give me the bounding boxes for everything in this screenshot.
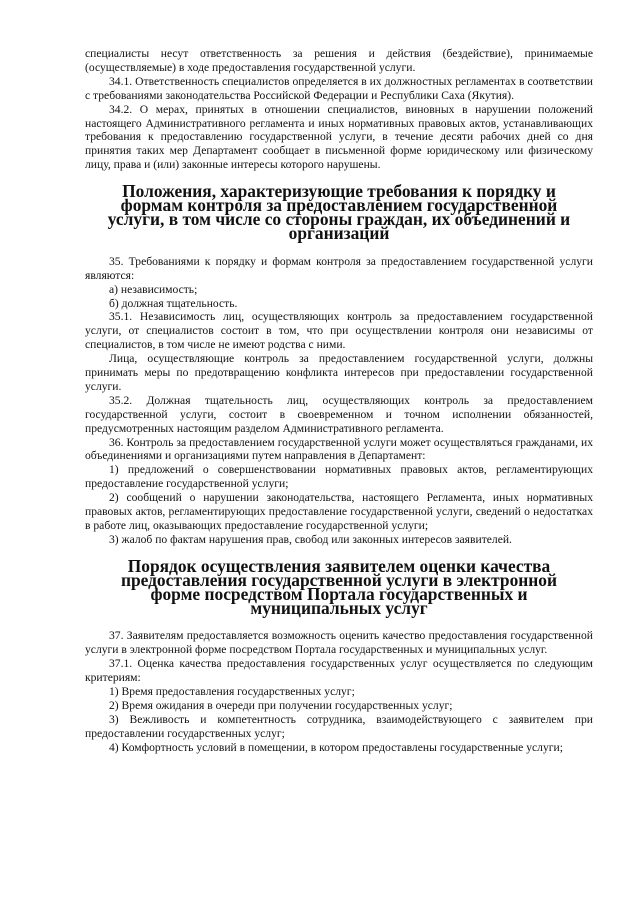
paragraph-37-1: 37.1. Оценка качества предоставления государственных услуг осуществляется по следующим критериям: [85,657,593,685]
list-item-1-proposals: 1) предложений о совершенствовании нормативных правовых актов, регламентирующих предоставление государственной услуги; [85,463,593,491]
paragraph-35-2: 35.2. Должная тщательность лиц, осуществляющих контроль за предоставлением государственной услуги, состоит в своевременном и точном исполнении обязанностей, предусмотренных настоящим разделом Административного регламента. [85,393,593,435]
paragraph-conflict-of-interest: Лица, осуществляющие контроль за предоставлением государственной услуги, должны принимать меры по предотвращению конфликта интересов при предоставлении государственной услуги. [85,352,593,393]
paragraph-responsibility-end: специалисты несут ответственность за решения и действия (бездействие), принимаемые (осуществляемые) в ходе предоставления государственной услуги. [85,47,593,74]
paragraph-37: 37. Заявителям предоставляется возможность оценить качество предоставления государственной услуги в электронной форме посредством Портала государственных и муниципальных услуг. [85,629,593,657]
paragraph-35: 35. Требованиями к порядку и формам контроля за предоставлением государственной услуги являются: [85,254,593,282]
list-item-3-complaints: 3) жалоб по фактам нарушения прав, свобод или законных интересов заявителей. [109,532,512,546]
list-item-a: а) независимость; [109,282,198,296]
criterion-1: 1) Время предоставления государственных услуг; [109,685,355,699]
section-heading-control-requirements: Положения, характеризующие требования к порядку и формам контроля за предоставлением государственной услуги, в том числе со стороны граждан, их объединений и организаций [107,181,571,243]
list-item-2-reports: 2) сообщений о нарушении законодательства, настоящего Регламента, иных нормативных правовых актов, регламентирующих предоставление государственной услуги, сведений о недостатках в работе лиц, оказывающих предоставление государственной услуги; [85,491,593,532]
paragraph-34-1: 34.1. Ответственность специалистов определяется в их должностных регламентах в соответствии с требованиями законодательства Российской Федерации и Республики Саха (Якутия). [85,74,593,102]
paragraph-36: 36. Контроль за предоставлением государственной услуги может осуществляться гражданами, их объединениями и организациями путем направления в Департамент: [85,435,593,463]
criterion-4: 4) Комфортность условий в помещении, в котором предоставлены государственные услуги; [109,740,563,754]
section-heading-quality-assessment: Порядок осуществления заявителем оценки качества предоставления государственной услуги в электронной форме посредством Портала государственных и муниципальных услуг [120,555,558,618]
paragraph-34-2: 34.2. О мерах, принятых в отношении специалистов, виновных в нарушении положений настоящего Административного регламента и иных нормативных правовых актов, устанавливающих требования к предоставлению государственной услуги, в течение десяти рабочих дней со дня принятия таких мер Департамент сообщает в письменной форме юридическому или физическому лицу, права и (или) законные интересы которого нарушены. [85,102,593,172]
criterion-3: 3) Вежливость и компетентность сотрудника, взаимодействующего с заявителем при предоставлении государственных услуг; [85,712,593,740]
criterion-2: 2) Время ожидания в очереди при получении государственных услуг; [109,698,453,712]
paragraph-35-1: 35.1. Независимость лиц, осуществляющих контроль за предоставлением государственной услуги, от специалистов состоит в том, что при осуществлении контроля они независимы от специалистов, в том числе не имеют родства с ними. [85,310,593,352]
list-item-b: б) должная тщательность. [109,296,238,310]
